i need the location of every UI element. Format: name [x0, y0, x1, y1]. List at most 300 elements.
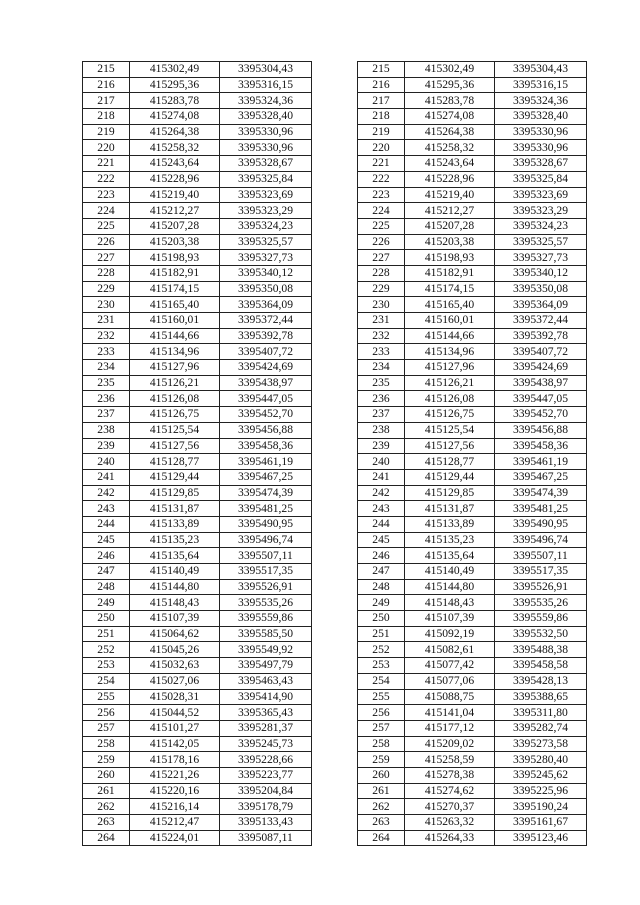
column-gap — [312, 642, 358, 658]
left-y-coordinate-cell: 3395204,84 — [220, 783, 312, 799]
right-y-coordinate-cell: 3395327,73 — [495, 250, 587, 266]
left-point-number-cell: 223 — [83, 187, 130, 203]
left-x-coordinate-cell: 415126,75 — [130, 407, 220, 423]
table-row — [83, 611, 587, 627]
table-row — [83, 736, 587, 752]
right-point-number-cell: 222 — [358, 171, 405, 187]
left-x-coordinate-cell: 415135,23 — [130, 532, 220, 548]
right-x-coordinate-cell: 415140,49 — [405, 564, 495, 580]
right-y-coordinate-cell: 3395474,39 — [495, 485, 587, 501]
left-y-coordinate-cell: 3395340,12 — [220, 265, 312, 281]
left-point-number-cell: 226 — [83, 234, 130, 250]
table-row — [83, 752, 587, 768]
column-gap — [312, 705, 358, 721]
table-row — [83, 815, 587, 831]
column-gap — [312, 187, 358, 203]
table-row — [83, 642, 587, 658]
right-y-coordinate-cell: 3395458,36 — [495, 438, 587, 454]
left-point-number-cell: 232 — [83, 328, 130, 344]
left-point-number-cell: 228 — [83, 265, 130, 281]
table-row — [83, 93, 587, 109]
right-y-coordinate-cell: 3395325,84 — [495, 171, 587, 187]
left-point-number-cell: 229 — [83, 281, 130, 297]
right-x-coordinate-cell: 415129,44 — [405, 469, 495, 485]
left-point-number-cell: 220 — [83, 140, 130, 156]
left-y-coordinate-cell: 3395328,67 — [220, 156, 312, 172]
left-point-number-cell: 263 — [83, 815, 130, 831]
left-point-number-cell: 243 — [83, 501, 130, 517]
left-y-coordinate-cell: 3395364,09 — [220, 297, 312, 313]
left-y-coordinate-cell: 3395087,11 — [220, 830, 312, 846]
left-x-coordinate-cell: 415128,77 — [130, 454, 220, 470]
left-x-coordinate-cell: 415160,01 — [130, 313, 220, 329]
right-y-coordinate-cell: 3395245,62 — [495, 767, 587, 783]
left-x-coordinate-cell: 415258,32 — [130, 140, 220, 156]
column-gap — [312, 281, 358, 297]
table-row — [83, 799, 587, 815]
column-gap — [312, 344, 358, 360]
column-gap — [312, 438, 358, 454]
right-y-coordinate-cell: 3395350,08 — [495, 281, 587, 297]
right-point-number-cell: 241 — [358, 469, 405, 485]
column-gap — [312, 532, 358, 548]
column-gap — [312, 783, 358, 799]
left-x-coordinate-cell: 415295,36 — [130, 77, 220, 93]
column-gap — [312, 830, 358, 846]
column-gap — [312, 140, 358, 156]
left-point-number-cell: 245 — [83, 532, 130, 548]
left-x-coordinate-cell: 415302,49 — [130, 62, 220, 78]
column-gap — [312, 203, 358, 219]
table-row — [83, 673, 587, 689]
column-gap — [312, 815, 358, 831]
left-y-coordinate-cell: 3395324,36 — [220, 93, 312, 109]
left-y-coordinate-cell: 3395350,08 — [220, 281, 312, 297]
column-gap — [312, 313, 358, 329]
column-gap — [312, 328, 358, 344]
right-point-number-cell: 252 — [358, 642, 405, 658]
left-point-number-cell: 236 — [83, 391, 130, 407]
column-gap — [312, 720, 358, 736]
right-y-coordinate-cell: 3395325,57 — [495, 234, 587, 250]
right-point-number-cell: 264 — [358, 830, 405, 846]
right-y-coordinate-cell: 3395517,35 — [495, 564, 587, 580]
left-point-number-cell: 249 — [83, 595, 130, 611]
table-row — [83, 391, 587, 407]
left-point-number-cell: 262 — [83, 799, 130, 815]
column-gap — [312, 658, 358, 674]
left-point-number-cell: 215 — [83, 62, 130, 78]
right-point-number-cell: 257 — [358, 720, 405, 736]
right-y-coordinate-cell: 3395559,86 — [495, 611, 587, 627]
right-point-number-cell: 248 — [358, 579, 405, 595]
right-y-coordinate-cell: 3395280,40 — [495, 752, 587, 768]
left-point-number-cell: 235 — [83, 375, 130, 391]
right-point-number-cell: 237 — [358, 407, 405, 423]
left-point-number-cell: 253 — [83, 658, 130, 674]
right-x-coordinate-cell: 415243,64 — [405, 156, 495, 172]
left-x-coordinate-cell: 415126,08 — [130, 391, 220, 407]
right-point-number-cell: 242 — [358, 485, 405, 501]
column-gap — [312, 548, 358, 564]
right-x-coordinate-cell: 415228,96 — [405, 171, 495, 187]
table-row — [83, 689, 587, 705]
table-row — [83, 297, 587, 313]
table-row — [83, 281, 587, 297]
right-point-number-cell: 254 — [358, 673, 405, 689]
left-y-coordinate-cell: 3395490,95 — [220, 516, 312, 532]
left-x-coordinate-cell: 415219,40 — [130, 187, 220, 203]
right-x-coordinate-cell: 415263,32 — [405, 815, 495, 831]
left-point-number-cell: 221 — [83, 156, 130, 172]
right-y-coordinate-cell: 3395324,36 — [495, 93, 587, 109]
right-y-coordinate-cell: 3395467,25 — [495, 469, 587, 485]
column-gap — [312, 375, 358, 391]
right-y-coordinate-cell: 3395526,91 — [495, 579, 587, 595]
right-x-coordinate-cell: 415219,40 — [405, 187, 495, 203]
right-y-coordinate-cell: 3395535,26 — [495, 595, 587, 611]
right-y-coordinate-cell: 3395372,44 — [495, 313, 587, 329]
table-row — [83, 564, 587, 580]
table-row — [83, 595, 587, 611]
left-x-coordinate-cell: 415142,05 — [130, 736, 220, 752]
left-x-coordinate-cell: 415264,38 — [130, 124, 220, 140]
right-point-number-cell: 251 — [358, 626, 405, 642]
right-point-number-cell: 260 — [358, 767, 405, 783]
left-point-number-cell: 216 — [83, 77, 130, 93]
left-x-coordinate-cell: 415198,93 — [130, 250, 220, 266]
left-y-coordinate-cell: 3395323,29 — [220, 203, 312, 219]
right-x-coordinate-cell: 415270,37 — [405, 799, 495, 815]
column-gap — [312, 422, 358, 438]
left-x-coordinate-cell: 415127,56 — [130, 438, 220, 454]
left-point-number-cell: 227 — [83, 250, 130, 266]
right-y-coordinate-cell: 3395488,38 — [495, 642, 587, 658]
left-point-number-cell: 246 — [83, 548, 130, 564]
left-y-coordinate-cell: 3395438,97 — [220, 375, 312, 391]
document-page — [82, 61, 587, 846]
left-x-coordinate-cell: 415220,16 — [130, 783, 220, 799]
left-y-coordinate-cell: 3395327,73 — [220, 250, 312, 266]
column-gap — [312, 673, 358, 689]
right-point-number-cell: 245 — [358, 532, 405, 548]
table-row — [83, 218, 587, 234]
right-x-coordinate-cell: 415135,64 — [405, 548, 495, 564]
left-x-coordinate-cell: 415064,62 — [130, 626, 220, 642]
left-y-coordinate-cell: 3395392,78 — [220, 328, 312, 344]
left-y-coordinate-cell: 3395330,96 — [220, 124, 312, 140]
left-x-coordinate-cell: 415165,40 — [130, 297, 220, 313]
left-point-number-cell: 240 — [83, 454, 130, 470]
right-y-coordinate-cell: 3395447,05 — [495, 391, 587, 407]
left-x-coordinate-cell: 415182,91 — [130, 265, 220, 281]
right-x-coordinate-cell: 415141,04 — [405, 705, 495, 721]
left-y-coordinate-cell: 3395535,26 — [220, 595, 312, 611]
right-point-number-cell: 215 — [358, 62, 405, 78]
right-y-coordinate-cell: 3395461,19 — [495, 454, 587, 470]
left-x-coordinate-cell: 415274,08 — [130, 109, 220, 125]
left-y-coordinate-cell: 3395463,43 — [220, 673, 312, 689]
right-point-number-cell: 263 — [358, 815, 405, 831]
right-x-coordinate-cell: 415182,91 — [405, 265, 495, 281]
left-x-coordinate-cell: 415178,16 — [130, 752, 220, 768]
left-y-coordinate-cell: 3395497,79 — [220, 658, 312, 674]
right-x-coordinate-cell: 415127,96 — [405, 360, 495, 376]
right-x-coordinate-cell: 415127,56 — [405, 438, 495, 454]
left-x-coordinate-cell: 415134,96 — [130, 344, 220, 360]
left-y-coordinate-cell: 3395481,25 — [220, 501, 312, 517]
right-x-coordinate-cell: 415125,54 — [405, 422, 495, 438]
right-x-coordinate-cell: 415264,33 — [405, 830, 495, 846]
left-point-number-cell: 217 — [83, 93, 130, 109]
column-gap — [312, 360, 358, 376]
left-x-coordinate-cell: 415129,44 — [130, 469, 220, 485]
table-row — [83, 532, 587, 548]
left-y-coordinate-cell: 3395245,73 — [220, 736, 312, 752]
right-point-number-cell: 220 — [358, 140, 405, 156]
right-x-coordinate-cell: 415144,80 — [405, 579, 495, 595]
right-x-coordinate-cell: 415134,96 — [405, 344, 495, 360]
table-row — [83, 579, 587, 595]
table-row — [83, 705, 587, 721]
left-x-coordinate-cell: 415174,15 — [130, 281, 220, 297]
table-row — [83, 156, 587, 172]
column-gap — [312, 124, 358, 140]
right-x-coordinate-cell: 415160,01 — [405, 313, 495, 329]
left-point-number-cell: 218 — [83, 109, 130, 125]
left-point-number-cell: 257 — [83, 720, 130, 736]
right-x-coordinate-cell: 415077,42 — [405, 658, 495, 674]
right-point-number-cell: 219 — [358, 124, 405, 140]
right-point-number-cell: 236 — [358, 391, 405, 407]
left-point-number-cell: 238 — [83, 422, 130, 438]
right-point-number-cell: 223 — [358, 187, 405, 203]
right-y-coordinate-cell: 3395311,80 — [495, 705, 587, 721]
right-x-coordinate-cell: 415092,19 — [405, 626, 495, 642]
right-y-coordinate-cell: 3395330,96 — [495, 124, 587, 140]
right-x-coordinate-cell: 415165,40 — [405, 297, 495, 313]
right-x-coordinate-cell: 415126,75 — [405, 407, 495, 423]
right-point-number-cell: 224 — [358, 203, 405, 219]
right-point-number-cell: 217 — [358, 93, 405, 109]
left-point-number-cell: 239 — [83, 438, 130, 454]
left-x-coordinate-cell: 415133,89 — [130, 516, 220, 532]
left-x-coordinate-cell: 415216,14 — [130, 799, 220, 815]
right-x-coordinate-cell: 415295,36 — [405, 77, 495, 93]
right-x-coordinate-cell: 415203,38 — [405, 234, 495, 250]
table-row — [83, 140, 587, 156]
right-point-number-cell: 228 — [358, 265, 405, 281]
right-y-coordinate-cell: 3395496,74 — [495, 532, 587, 548]
left-y-coordinate-cell: 3395407,72 — [220, 344, 312, 360]
left-y-coordinate-cell: 3395316,15 — [220, 77, 312, 93]
table-row — [83, 485, 587, 501]
right-y-coordinate-cell: 3395388,65 — [495, 689, 587, 705]
table-row — [83, 422, 587, 438]
left-y-coordinate-cell: 3395467,25 — [220, 469, 312, 485]
left-point-number-cell: 219 — [83, 124, 130, 140]
right-x-coordinate-cell: 415274,62 — [405, 783, 495, 799]
left-y-coordinate-cell: 3395507,11 — [220, 548, 312, 564]
left-x-coordinate-cell: 415125,54 — [130, 422, 220, 438]
column-gap — [312, 579, 358, 595]
right-x-coordinate-cell: 415264,38 — [405, 124, 495, 140]
right-x-coordinate-cell: 415174,15 — [405, 281, 495, 297]
right-point-number-cell: 258 — [358, 736, 405, 752]
right-y-coordinate-cell: 3395304,43 — [495, 62, 587, 78]
column-gap — [312, 250, 358, 266]
right-y-coordinate-cell: 3395225,96 — [495, 783, 587, 799]
right-y-coordinate-cell: 3395324,23 — [495, 218, 587, 234]
left-x-coordinate-cell: 415144,66 — [130, 328, 220, 344]
left-x-coordinate-cell: 415224,01 — [130, 830, 220, 846]
right-y-coordinate-cell: 3395452,70 — [495, 407, 587, 423]
right-x-coordinate-cell: 415144,66 — [405, 328, 495, 344]
column-gap — [312, 564, 358, 580]
right-y-coordinate-cell: 3395323,69 — [495, 187, 587, 203]
left-y-coordinate-cell: 3395228,66 — [220, 752, 312, 768]
left-point-number-cell: 250 — [83, 611, 130, 627]
left-y-coordinate-cell: 3395585,50 — [220, 626, 312, 642]
left-y-coordinate-cell: 3395414,90 — [220, 689, 312, 705]
table-row — [83, 501, 587, 517]
left-point-number-cell: 247 — [83, 564, 130, 580]
column-gap — [312, 407, 358, 423]
right-point-number-cell: 249 — [358, 595, 405, 611]
right-x-coordinate-cell: 415131,87 — [405, 501, 495, 517]
left-point-number-cell: 241 — [83, 469, 130, 485]
left-x-coordinate-cell: 415028,31 — [130, 689, 220, 705]
right-point-number-cell: 244 — [358, 516, 405, 532]
left-y-coordinate-cell: 3395325,84 — [220, 171, 312, 187]
table-row — [83, 548, 587, 564]
left-y-coordinate-cell: 3395365,43 — [220, 705, 312, 721]
left-point-number-cell: 244 — [83, 516, 130, 532]
right-y-coordinate-cell: 3395328,40 — [495, 109, 587, 125]
right-y-coordinate-cell: 3395282,74 — [495, 720, 587, 736]
left-point-number-cell: 259 — [83, 752, 130, 768]
table-row — [83, 783, 587, 799]
table-row — [83, 375, 587, 391]
right-point-number-cell: 233 — [358, 344, 405, 360]
left-x-coordinate-cell: 415283,78 — [130, 93, 220, 109]
left-x-coordinate-cell: 415144,80 — [130, 579, 220, 595]
left-point-number-cell: 222 — [83, 171, 130, 187]
right-point-number-cell: 261 — [358, 783, 405, 799]
column-gap — [312, 77, 358, 93]
left-y-coordinate-cell: 3395372,44 — [220, 313, 312, 329]
coordinates-table — [82, 61, 587, 846]
left-x-coordinate-cell: 415027,06 — [130, 673, 220, 689]
column-gap — [312, 516, 358, 532]
left-y-coordinate-cell: 3395325,57 — [220, 234, 312, 250]
left-x-coordinate-cell: 415207,28 — [130, 218, 220, 234]
table-row — [83, 469, 587, 485]
right-point-number-cell: 226 — [358, 234, 405, 250]
right-x-coordinate-cell: 415135,23 — [405, 532, 495, 548]
left-y-coordinate-cell: 3395178,79 — [220, 799, 312, 815]
right-point-number-cell: 243 — [358, 501, 405, 517]
table-row — [83, 265, 587, 281]
table-row — [83, 250, 587, 266]
right-y-coordinate-cell: 3395507,11 — [495, 548, 587, 564]
right-point-number-cell: 232 — [358, 328, 405, 344]
column-gap — [312, 62, 358, 78]
column-gap — [312, 297, 358, 313]
column-gap — [312, 689, 358, 705]
table-row — [83, 171, 587, 187]
right-y-coordinate-cell: 3395438,97 — [495, 375, 587, 391]
right-x-coordinate-cell: 415126,21 — [405, 375, 495, 391]
right-point-number-cell: 231 — [358, 313, 405, 329]
left-point-number-cell: 256 — [83, 705, 130, 721]
left-point-number-cell: 254 — [83, 673, 130, 689]
right-y-coordinate-cell: 3395458,58 — [495, 658, 587, 674]
right-x-coordinate-cell: 415278,38 — [405, 767, 495, 783]
column-gap — [312, 391, 358, 407]
left-point-number-cell: 237 — [83, 407, 130, 423]
table-row — [83, 360, 587, 376]
table-row — [83, 187, 587, 203]
table-row — [83, 830, 587, 846]
left-y-coordinate-cell: 3395458,36 — [220, 438, 312, 454]
column-gap — [312, 752, 358, 768]
right-y-coordinate-cell: 3395273,58 — [495, 736, 587, 752]
right-x-coordinate-cell: 415107,39 — [405, 611, 495, 627]
right-point-number-cell: 239 — [358, 438, 405, 454]
right-x-coordinate-cell: 415077,06 — [405, 673, 495, 689]
left-y-coordinate-cell: 3395328,40 — [220, 109, 312, 125]
right-point-number-cell: 250 — [358, 611, 405, 627]
left-y-coordinate-cell: 3395223,77 — [220, 767, 312, 783]
right-y-coordinate-cell: 3395481,25 — [495, 501, 587, 517]
right-point-number-cell: 225 — [358, 218, 405, 234]
left-point-number-cell: 252 — [83, 642, 130, 658]
right-y-coordinate-cell: 3395190,24 — [495, 799, 587, 815]
left-x-coordinate-cell: 415135,64 — [130, 548, 220, 564]
right-y-coordinate-cell: 3395323,29 — [495, 203, 587, 219]
left-point-number-cell: 264 — [83, 830, 130, 846]
table-row — [83, 626, 587, 642]
right-point-number-cell: 227 — [358, 250, 405, 266]
left-y-coordinate-cell: 3395549,92 — [220, 642, 312, 658]
left-x-coordinate-cell: 415148,43 — [130, 595, 220, 611]
right-y-coordinate-cell: 3395161,67 — [495, 815, 587, 831]
left-y-coordinate-cell: 3395559,86 — [220, 611, 312, 627]
right-x-coordinate-cell: 415212,27 — [405, 203, 495, 219]
right-x-coordinate-cell: 415274,08 — [405, 109, 495, 125]
left-y-coordinate-cell: 3395456,88 — [220, 422, 312, 438]
table-row — [83, 234, 587, 250]
left-y-coordinate-cell: 3395133,43 — [220, 815, 312, 831]
right-y-coordinate-cell: 3395330,96 — [495, 140, 587, 156]
left-y-coordinate-cell: 3395526,91 — [220, 579, 312, 595]
left-point-number-cell: 258 — [83, 736, 130, 752]
right-y-coordinate-cell: 3395532,50 — [495, 626, 587, 642]
left-y-coordinate-cell: 3395517,35 — [220, 564, 312, 580]
column-gap — [312, 799, 358, 815]
left-x-coordinate-cell: 415126,21 — [130, 375, 220, 391]
left-point-number-cell: 233 — [83, 344, 130, 360]
left-point-number-cell: 234 — [83, 360, 130, 376]
left-x-coordinate-cell: 415212,47 — [130, 815, 220, 831]
table-row — [83, 328, 587, 344]
right-x-coordinate-cell: 415258,32 — [405, 140, 495, 156]
right-point-number-cell: 216 — [358, 77, 405, 93]
right-x-coordinate-cell: 415209,02 — [405, 736, 495, 752]
column-gap — [312, 265, 358, 281]
left-y-coordinate-cell: 3395304,43 — [220, 62, 312, 78]
